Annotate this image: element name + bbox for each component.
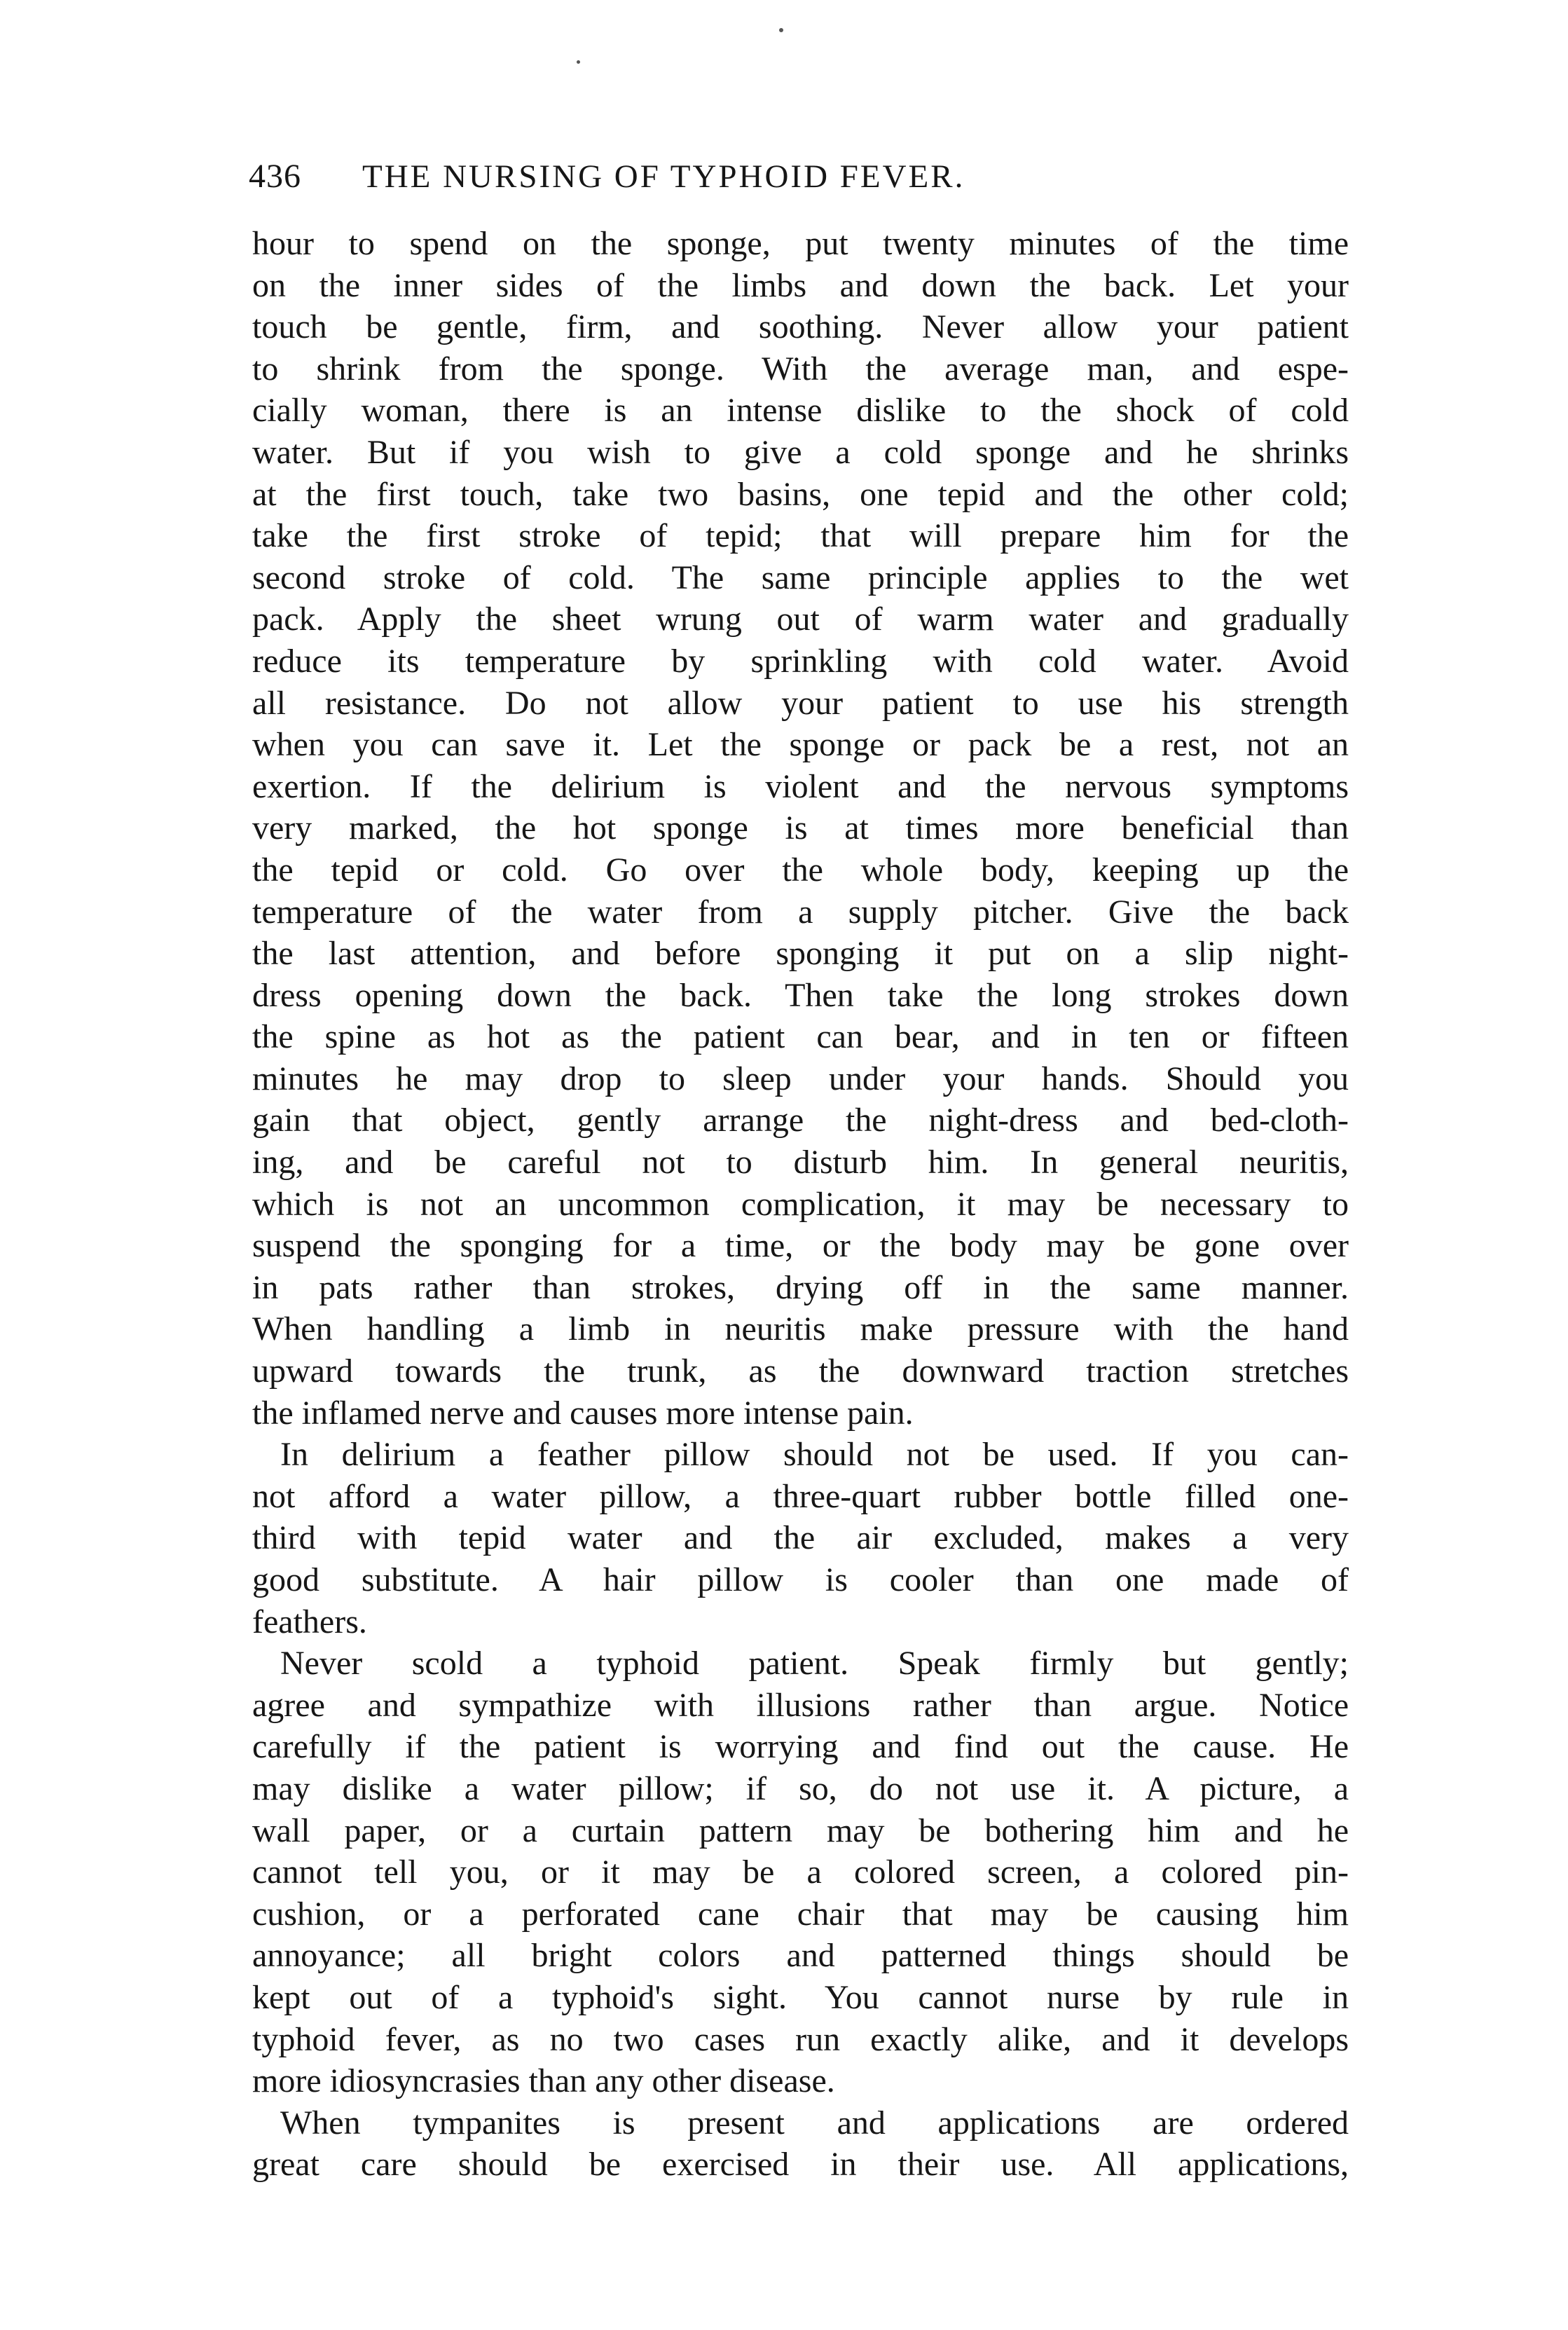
page-number: 436 <box>249 158 301 195</box>
text-line: very marked, the hot sponge is at times more beneficial than <box>252 809 1349 847</box>
text-line: suspend the sponging for a time, or the body may be gone over <box>252 1227 1349 1265</box>
text-line: In delirium a feather pillow should not be used. If you can- <box>280 1436 1349 1474</box>
text-line: When handling a limb in neuritis make pressure with the hand <box>252 1310 1349 1348</box>
text-line: cannot tell you, or it may be a colored screen, a colored pin- <box>252 1853 1349 1891</box>
text-line: upward towards the trunk, as the downward traction stretches <box>252 1352 1349 1390</box>
text-line: the inflamed nerve and causes more intense pain. <box>252 1394 914 1432</box>
text-line: the last attention, and before sponging it put on a slip night- <box>252 935 1349 973</box>
paragraph-4 <box>252 2102 1349 2186</box>
text-line: at the first touch, take two basins, one tepid and the other cold; <box>252 475 1349 513</box>
paragraph-3 <box>252 1643 1349 2102</box>
text-line: cushion, or a perforated cane chair that may be causing him <box>252 1895 1349 1933</box>
text-line: kept out of a typhoid's sight. You cannot nurse by rule in <box>252 1978 1349 2016</box>
text-line: pack. Apply the sheet wrung out of warm water and gradually <box>252 601 1349 638</box>
text-line: exertion. If the delirium is violent and the nervous symptoms <box>252 767 1349 805</box>
text-line: reduce its temperature by sprinkling with cold water. Avoid <box>252 642 1349 680</box>
text-line: gain that object, gently arrange the night-dress and bed-cloth- <box>252 1102 1349 1139</box>
text-line: which is not an uncommon complication, it may be necessary to <box>252 1185 1349 1223</box>
text-line: Never scold a typhoid patient. Speak firmly but gently; <box>280 1645 1349 1683</box>
text-line: good substitute. A hair pillow is cooler than one made of <box>252 1561 1349 1598</box>
paragraph-2 <box>252 1434 1349 1643</box>
text-line: carefully if the patient is worrying and find out the cause. He <box>252 1728 1349 1766</box>
text-line: on the inner sides of the limbs and down the back. Let your <box>252 266 1349 304</box>
text-line: touch be gentle, firm, and soothing. Never allow your patient <box>252 308 1349 346</box>
text-line: When tympanites is present and applications are ordered <box>280 2104 1349 2141</box>
text-line: take the first stroke of tepid; that will prepare him for the <box>252 517 1349 555</box>
text-line: more idiosyncrasies than any other disease. <box>252 2062 835 2100</box>
ink-speck <box>779 28 783 32</box>
text-line: the spine as hot as the patient can bear, and in ten or fifteen <box>252 1018 1349 1056</box>
text-line: in pats rather than strokes, drying off in the same manner. <box>252 1268 1349 1306</box>
text-line: agree and sympathize with illusions rather than argue. Notice <box>252 1686 1349 1724</box>
text-line: annoyance; all bright colors and patterned things should be <box>252 1937 1349 1975</box>
text-line: to shrink from the sponge. With the average man, and espe- <box>252 350 1349 388</box>
body-text <box>252 223 1349 2186</box>
text-line: dress opening down the back. Then take the long strokes down <box>252 976 1349 1014</box>
text-line: water. But if you wish to give a cold sponge and he shrinks <box>252 433 1349 471</box>
text-line: feathers. <box>252 1603 367 1640</box>
running-title: THE NURSING OF TYPHOID FEVER. <box>362 158 965 195</box>
text-line: typhoid fever, as no two cases run exactly alike, and it develops <box>252 2020 1349 2058</box>
text-line: third with tepid water and the air excluded, makes a very <box>252 1519 1349 1557</box>
text-line: when you can save it. Let the sponge or pack be a rest, not an <box>252 726 1349 764</box>
paragraph-1 <box>252 223 1349 1434</box>
ink-speck <box>577 60 580 64</box>
text-line: temperature of the water from a supply pitcher. Give the back <box>252 893 1349 931</box>
text-line: wall paper, or a curtain pattern may be bothering him and he <box>252 1811 1349 1849</box>
text-line: minutes he may drop to sleep under your hands. Should you <box>252 1060 1349 1097</box>
text-line: the tepid or cold. Go over the whole body, keeping up the <box>252 851 1349 889</box>
text-line: second stroke of cold. The same principle applies to the wet <box>252 558 1349 596</box>
text-line: great care should be exercised in their use. All applications, <box>252 2146 1349 2184</box>
text-line: not afford a water pillow, a three-quart rubber bottle filled one- <box>252 1477 1349 1515</box>
text-line: ing, and be careful not to disturb him. In general neuritis, <box>252 1144 1349 1181</box>
text-line: may dislike a water pillow; if so, do not use it. A picture, a <box>252 1769 1349 1807</box>
text-line: cially woman, there is an intense dislike to the shock of cold <box>252 392 1349 430</box>
text-line: hour to spend on the sponge, put twenty minutes of the time <box>252 225 1349 262</box>
running-head <box>249 156 1349 198</box>
text-line: all resistance. Do not allow your patient to use his strength <box>252 684 1349 722</box>
